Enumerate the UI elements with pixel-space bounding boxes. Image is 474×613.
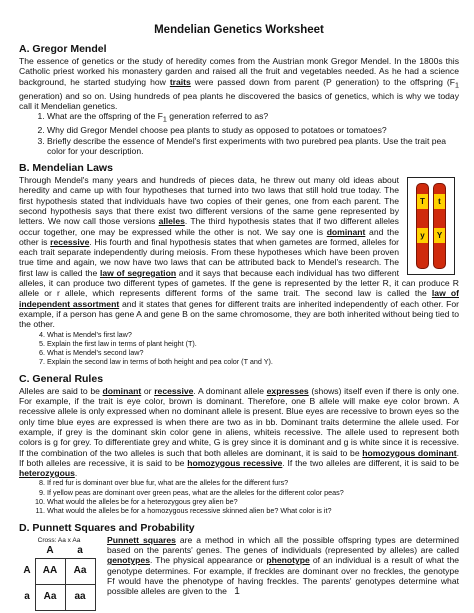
punnett-square (19, 537, 99, 611)
side-allele: a (24, 591, 30, 603)
question-item: 5. Explain the first law in terms of plant height (T). (47, 339, 459, 348)
chromosome-frame (407, 177, 455, 275)
question-item: 11. What would the alleles be for a homozygous recessive skinned alien be? What color is it? (47, 506, 459, 515)
recessive-term: recessive (50, 236, 90, 247)
grid-corner (19, 545, 35, 559)
section-c-heading: C. General Rules (19, 372, 104, 385)
punnett-cell: Aa (35, 584, 66, 611)
page-number: 1 (234, 586, 240, 597)
punnett-cell: Aa (65, 558, 96, 585)
question-item: 9. If yellow peas are dominant over green peas, what are the alleles for the different color peas? (47, 488, 459, 497)
question-item: 6. What is Mendel's second law? (47, 348, 459, 357)
section-b-text: T y t Y Through Mendel's many years and hundreds of pieces data, he threw out many old ideas about heredity and came up with four hypotheses that turned into two laws that still hold true today. The first hypothesis stated that individuals have two copies of their genes, one from each parent. The second hypothesis says that there exist two different versions of the same gene represented by letters. We now call those versions alleles. The third hypothesis states that if two different alleles occur together, one may be expressed while the other is not. We say one is dominant and the other is recessive. His fourth and final hypothesis states that when gametes are formed, alleles for each trait separate independently during meiosis. From these hypotheses which have been proven true time and again, we now have two laws that can be attributed back to Mendel's research. The first law is called the law of segregation and it says that because each individual has two different alleles, it can produce two different types of gametes. If the gene is represented by the letter R, it can produce R allele or r allele, which represents different forms of the same trait. The second law is called the law of independent assortment and it states that genes for different traits are inherited independently of each other. For example, if a person has gene A and gene B on the same chromosome, they are both inherited without being tied to the other. (19, 175, 459, 330)
punnett-cell: AA (35, 558, 66, 585)
question-item: 7. Explain the second law in terms of both height and pea color (T and Y). (47, 357, 459, 366)
allele-band: T (417, 194, 428, 209)
section-b-questions (19, 330, 459, 367)
section-a-text: The essence of genetics or the study of heredity comes from the Austrian monk Gregor Mendel. In the 1800s this Catholic priest worked his monastery garden and raised all the fruit and vegetables needed. As he had a science background, he started studying how traits were passed down from parent (P generation) to the offspring ($F_1$ generation) and so on. Using hundreds of pea plants he discovered the basics of genetics, which is why we today call it Mendelian genetics. (19, 56, 459, 111)
side-allele: A (23, 565, 31, 577)
punnett-grid (19, 545, 99, 611)
question-item: 3. Briefly describe the essence of Mendel's first experiments with two purebred pea plants. Use the trait pea color for your description. (47, 136, 459, 157)
question-item: 10. What would the alleles be for a heterozygous grey alien be? (47, 497, 459, 506)
page-title: Mendelian Genetics Worksheet (154, 24, 324, 36)
question-item: 4. What is Mendel's first law? (47, 330, 459, 339)
traits-term: traits (169, 76, 191, 87)
alleles-term: alleles (158, 216, 185, 227)
chromosome-right (433, 183, 446, 269)
question-item: 2. Why did Gregor Mendel choose pea plants to study as opposed to potatoes or tomatoes? (47, 125, 459, 135)
section-a-questions (19, 111, 459, 156)
section-d-heading: D. Punnett Squares and Probability (19, 521, 195, 534)
top-allele: A (46, 545, 54, 557)
chromosome-diagram (407, 177, 455, 275)
worksheet-page (19, 24, 459, 611)
allele-band: y (417, 228, 428, 243)
question-item: 8. If red fur is dominant over blue fur, what are the alleles for the different furs? (47, 478, 459, 487)
allele-band: Y (434, 228, 445, 243)
dominant-term: dominant (326, 226, 366, 237)
section-c-text: Alleles are said to be dominant or recessive. A dominant allele expresses (shows) itself even if there is only one. For example, if the trait is eye color, brown is dominant. Therefore, one B allele will make eye color brown. A recessive allele is only expressed when no dominant allele is present. Blue eyes are recessive to brown eyes so the only time blue eyes are expressed is when there are two as in bb. Dominant traits determine the allele used. For example, if grey is the dominant skin color gene in aliens, whiteis recessive. The allele used to represent both colors is g for grey. To differentiate grey and white, G is grey since it is dominant and g is white since it is recessive. If the combination of the two alleles is such that both alleles are dominant, it is said to be homozygous dominant. If both alleles are recessive, it is said to be homozygous recessive. If the two alleles are different, it is said to be heterozygous. (19, 385, 459, 479)
question-item: 1. What are the offspring of the $F_1$ generation referred to as? (47, 111, 459, 125)
chromosome-left (416, 183, 429, 269)
section-c-questions (19, 478, 459, 515)
section-d-text: Punnett squares are a method in which all the possible offspring types are determined based on the parents' genes. The genes of individuals (represented by alleles) are called genotypes. The physical appearance or phenotype of an individual is a result of what the genotype determines. For example, if freckles are dominant over no freckles, the genotype Ff would have the phenotype of having freckles. The parents' genotypes determine what possible alleles are given to the (107, 534, 459, 597)
punnett-cell: aa (65, 584, 96, 611)
section-b-heading: B. Mendelian Laws (19, 162, 113, 175)
section-a-heading: A. Gregor Mendel (19, 43, 107, 55)
law-independent-term: law of independent assortment (19, 288, 459, 309)
cross-label: Cross: Aa x Aa (37, 536, 81, 544)
allele-band: t (434, 194, 445, 209)
top-allele: a (77, 545, 83, 557)
law-segregation-term: law of segregation (99, 267, 177, 278)
